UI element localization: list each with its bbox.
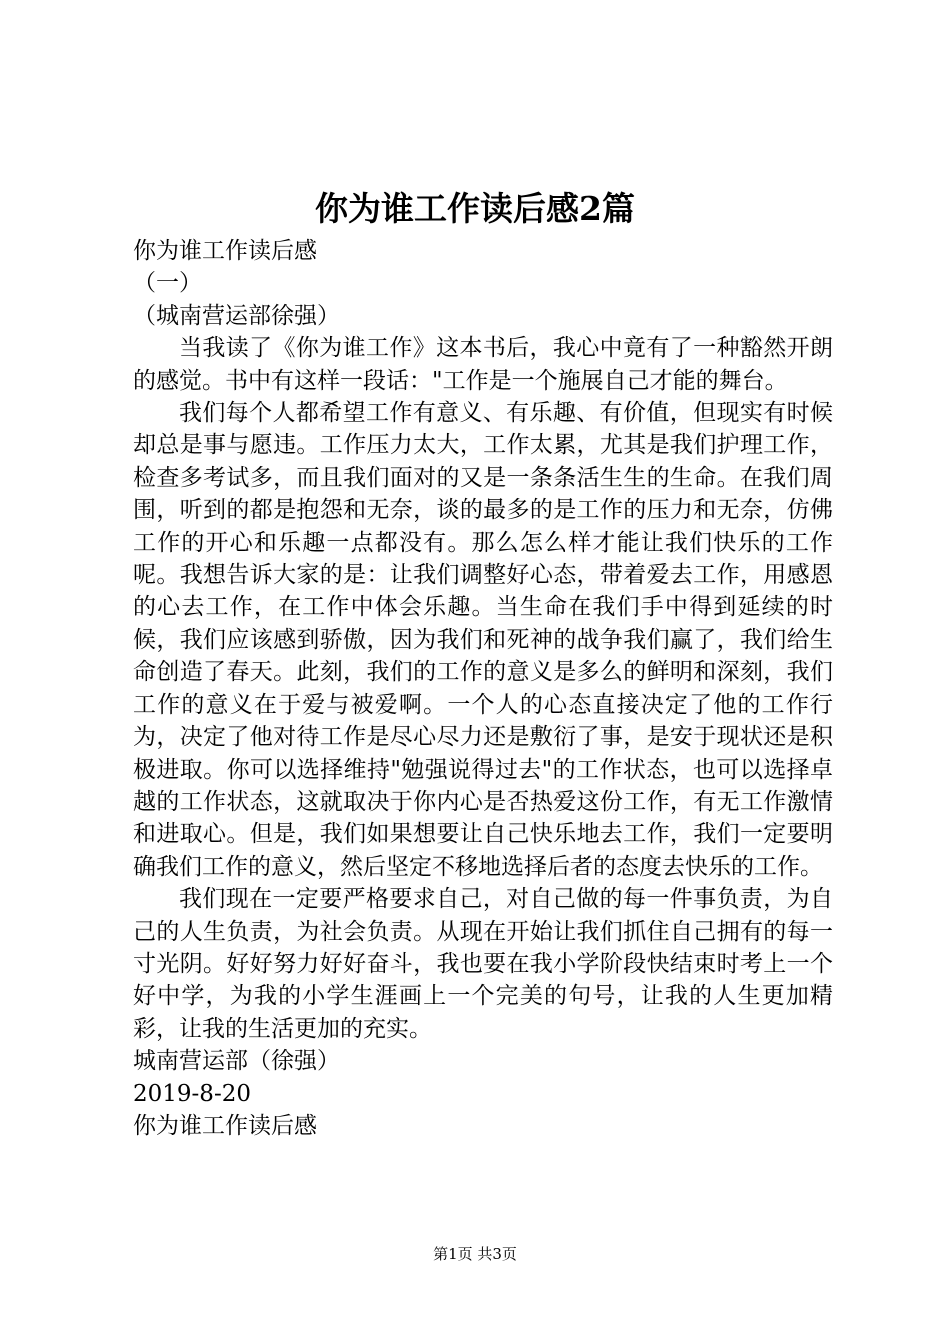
- part-label: （一）: [133, 270, 202, 297]
- paragraph-2: 我们每个人都希望工作有意义、有乐趣、有价值，但现实有时候却总是事与愿违。工作压力太大，工作太累，尤其是我们护理工作，检查多考试多，而且我们面对的又是一条条活生生的生命。在我们周围，听到的都是抱怨和无奈，谈的最多的是工作的压力和无奈，仿佛工作的开心和乐趣一点都没有。那么怎么样才能让我们快乐的工作呢。我想告诉大家的是：让我们调整好心态，带着爱去工作，用感恩的心去工作，在工作中体会乐趣。当生命在我们手中得到延续的时候，我们应该感到骄傲，因为我们和死神的战争我们赢了，我们给生命创造了春天。此刻，我们的工作的意义是多么的鲜明和深刻，我们工作的意义在于爱与被爱啊。一个人的心态直接决定了他的工作行为，决定了他对待工作是尽心尽力还是敷衍了事，是安于现状还是积极进取。你可以选择维持"勉强说得过去"的工作状态，也可以选择卓越的工作状态，这就取决于你内心是否热爱这份工作，有无工作激情和进取心。但是，我们如果想要让自己快乐地去工作，我们一定要明确我们工作的意义，然后坚定不移地选择后者的态度去快乐的工作。: [133, 400, 833, 880]
- next-heading: 你为谁工作读后感: [133, 1112, 317, 1139]
- paragraph-3: 我们现在一定要严格要求自己，对自己做的每一件事负责，为自己的人生负责，为社会负责。从现在开始让我们抓住自己拥有的每一寸光阴。好好努力好好奋斗，我也要在我小学阶段快结束时考上一个好中学，为我的小学生涯画上一个完美的句号，让我的人生更加精彩，让我的生活更加的充实。: [133, 886, 833, 1042]
- page-footer: 第1页 共3页: [433, 1245, 517, 1263]
- paragraph-1: 当我读了《你为谁工作》这本书后，我心中竟有了一种豁然开朗的感觉。书中有这样一段话："工作是一个施展自己才能的舞台。: [133, 335, 833, 394]
- signature: 城南营运部（徐强）: [133, 1048, 340, 1075]
- document-body: [133, 235, 833, 1142]
- subtitle: 你为谁工作读后感: [133, 238, 317, 264]
- document-title: 你为谁工作读后感2篇: [315, 189, 635, 228]
- date: 2019-8-20: [133, 1080, 251, 1107]
- author-line: （城南营运部徐强）: [133, 302, 340, 329]
